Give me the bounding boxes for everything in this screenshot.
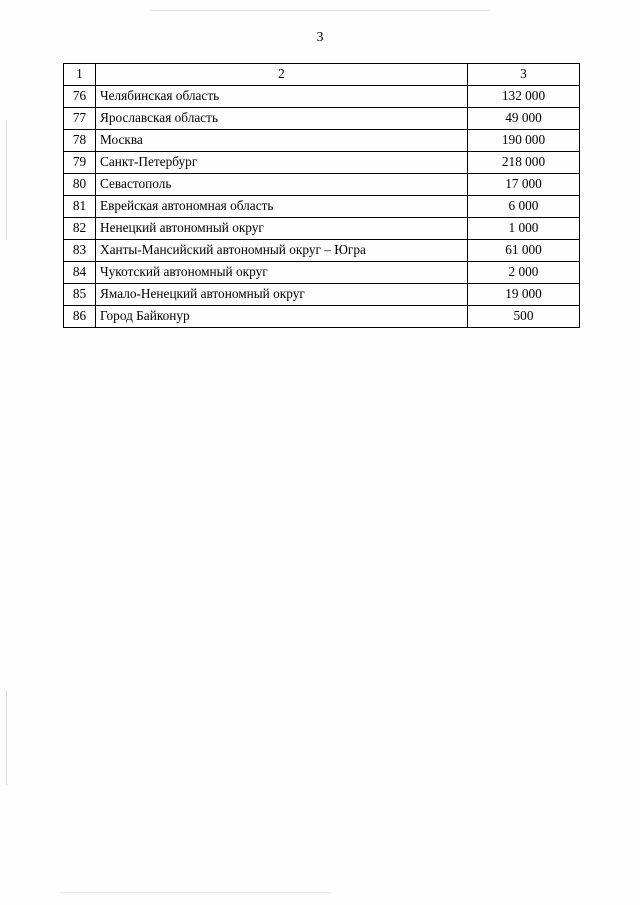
row-value: 17 000 [468, 174, 580, 196]
table-row [64, 152, 580, 174]
row-region-name: Город Байконур [96, 306, 468, 328]
row-value: 2 000 [468, 262, 580, 284]
row-value: 6 000 [468, 196, 580, 218]
scan-edge-mark-bottom [60, 892, 330, 893]
scan-edge-mark-left-upper [6, 120, 7, 240]
row-value: 19 000 [468, 284, 580, 306]
row-region-name: Еврейская автономная область [96, 196, 468, 218]
row-number: 82 [64, 218, 96, 240]
row-region-name: Ханты-Мансийский автономный округ – Югра [96, 240, 468, 262]
row-region-name: Челябинская область [96, 86, 468, 108]
row-region-name: Ненецкий автономный округ [96, 218, 468, 240]
table-row [64, 86, 580, 108]
row-number: 76 [64, 86, 96, 108]
row-value: 61 000 [468, 240, 580, 262]
column-header-3: 3 [468, 64, 580, 86]
table-row [64, 174, 580, 196]
row-number: 83 [64, 240, 96, 262]
table-row [64, 306, 580, 328]
table-header-row [64, 64, 580, 86]
scan-edge-mark-top [150, 10, 490, 11]
row-value: 218 000 [468, 152, 580, 174]
column-header-2: 2 [96, 64, 468, 86]
row-region-name: Ямало-Ненецкий автономный округ [96, 284, 468, 306]
row-value: 132 000 [468, 86, 580, 108]
column-header-1: 1 [64, 64, 96, 86]
row-value: 49 000 [468, 108, 580, 130]
row-number: 81 [64, 196, 96, 218]
row-region-name: Чукотский автономный округ [96, 262, 468, 284]
table-row [64, 240, 580, 262]
row-number: 80 [64, 174, 96, 196]
row-value: 190 000 [468, 130, 580, 152]
table-row [64, 130, 580, 152]
table-row [64, 262, 580, 284]
scan-edge-mark-left-lower [6, 690, 7, 785]
row-region-name: Санкт-Петербург [96, 152, 468, 174]
table-row [64, 218, 580, 240]
row-value: 1 000 [468, 218, 580, 240]
row-region-name: Ярославская область [96, 108, 468, 130]
row-value: 500 [468, 306, 580, 328]
table-row [64, 196, 580, 218]
row-number: 84 [64, 262, 96, 284]
row-number: 86 [64, 306, 96, 328]
row-number: 78 [64, 130, 96, 152]
row-number: 85 [64, 284, 96, 306]
row-region-name: Севастополь [96, 174, 468, 196]
row-number: 79 [64, 152, 96, 174]
table-container [63, 63, 579, 328]
row-number: 77 [64, 108, 96, 130]
table-row [64, 108, 580, 130]
row-region-name: Москва [96, 130, 468, 152]
page-number: 3 [316, 30, 324, 45]
regions-table [63, 63, 580, 328]
table-row [64, 284, 580, 306]
